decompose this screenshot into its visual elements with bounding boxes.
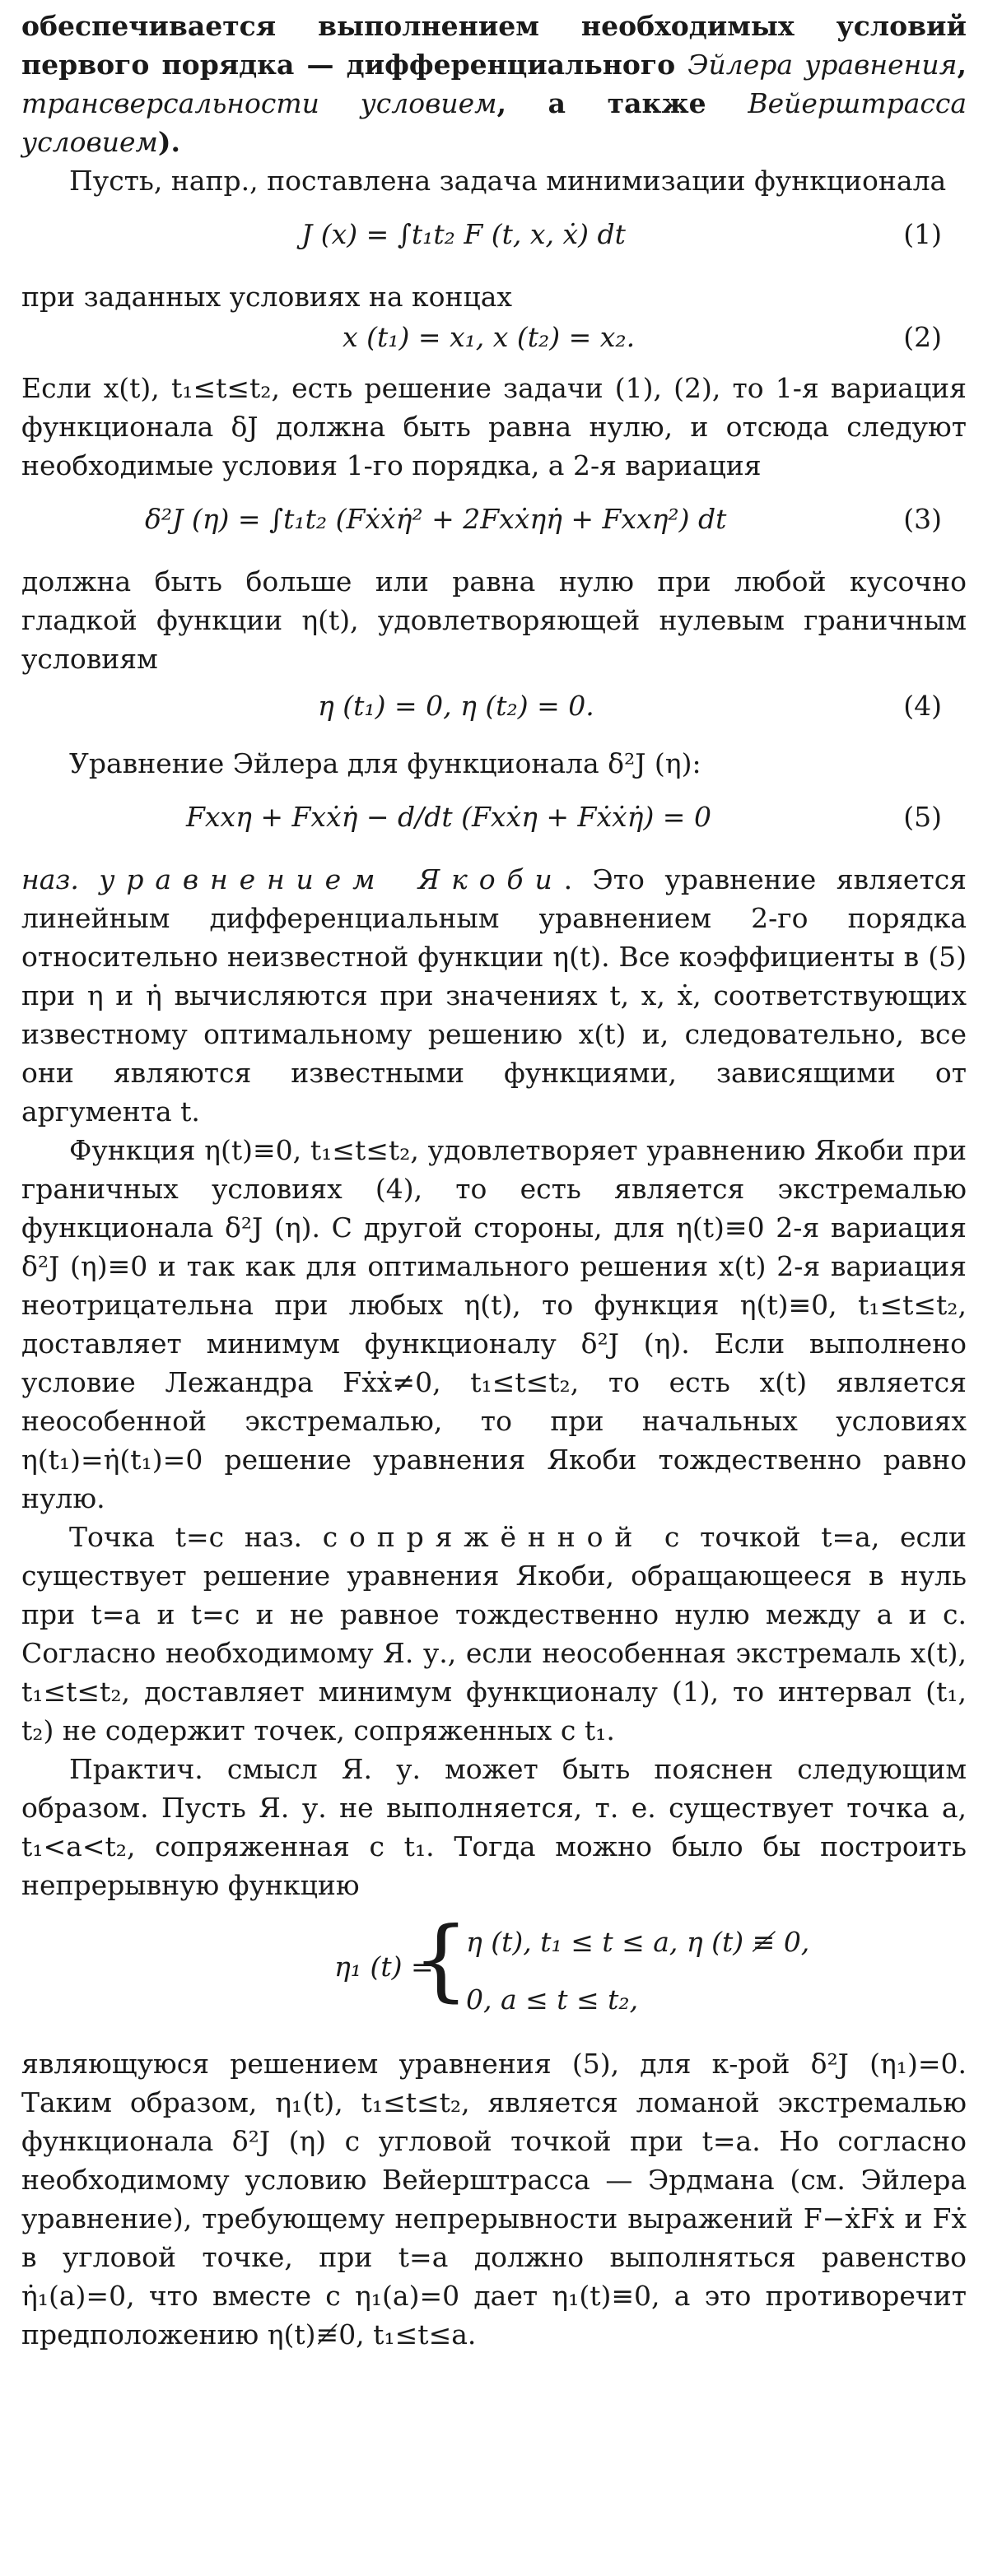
- zero-function-paragraph: Функция η(t)≡0, t₁≤t≤t₂, удовлетворяет уравнению Якоби при граничных условиях (4), то есть является экстремалью функционала δ²J (η). С другой стороны, для η(t)≡0 2-я вариация δ²J (η)≡0 и так как для оптимального решения x(t) 2-я вариация неотрицательна при любых η(t), то функция η(t)≡0, t₁≤t≤t₂, доставляет минимум функционалу δ²J (η). Если выполнено условие Лежандра Fẋẋ≠0, t₁≤t≤t₂, то есть x(t) является неособенной экстремалью, то при начальных условиях η(t₁)=η̇(t₁)=0 решение уравнения Якоби тождественно равно нулю.: [21, 1134, 967, 1514]
- equation-1-formula: J (x) = ∫t₁t₂ F (t, x, ẋ) dt: [301, 218, 626, 250]
- jacobi-run: .: [563, 863, 593, 895]
- piecewise-lhs: η₁ (t) =: [334, 1951, 434, 1983]
- jacobi-term: уравнением Якоби: [99, 863, 564, 895]
- second-variation-paragraph: должна быть больше или равна нулю при любой кусочно гладкой функции η(t), удовлетворяющей нулевым граничным условиям: [21, 565, 967, 675]
- equation-1-number: (1): [903, 218, 942, 250]
- transversality-link[interactable]: трансверсальности условием: [21, 87, 497, 119]
- equation-1: [21, 200, 967, 277]
- jacobi-equation-paragraph: [21, 860, 967, 1131]
- piecewise-function: [21, 1904, 967, 2044]
- equation-3-formula: δ²J (η) = ∫t₁t₂ (Fẋẋη̇² + 2Fxẋηη̇ + Fxxη²) dt: [145, 503, 727, 535]
- problem-statement-paragraph: Пусть, напр., поставлена задача минимизации функционала: [69, 165, 947, 197]
- intro-run: ,: [957, 49, 967, 81]
- intro-run: ).: [157, 126, 180, 158]
- conclusion-paragraph: являющуюся решением уравнения (5), для к-рой δ²J (η₁)=0. Таким образом, η₁(t), t₁≤t≤t₂, является ломаной экстремалью функционала δ²J (η) с угловой точкой при t=a. Но согласно необходимому условию Вейерштрасса — Эрдмана (см. Эйлера уравнение), требующему непрерывности выражений F−ẋFẋ и Fẋ в угловой точке, при t=a должно выполняться равенство η̇₁(a)=0, что вместе с η₁(a)=0 дает η₁(t)≡0, а это противоречит предположению η(t)≢0, t₁≤t≤a.: [21, 2048, 967, 2350]
- intro-paragraph: [21, 7, 967, 161]
- weierstrass-condition-link[interactable]: Вейерштрасса условием: [21, 87, 967, 158]
- equation-5-formula: Fxxη + Fxẋη̇ − d/dt (Fxẋη + Fẋẋη̇) = 0: [186, 801, 711, 833]
- equation-2-number: (2): [903, 321, 942, 353]
- intro-run: обеспечивается выполнением необходимых условий первого порядка — дифференциального: [21, 10, 967, 81]
- equation-4-formula: η (t₁) = 0, η (t₂) = 0.: [318, 690, 594, 722]
- conjugate-term: сопряжённой: [322, 1521, 645, 1553]
- piecewise-case-2: 0, a ≤ t ≤ t₂,: [466, 1983, 639, 2016]
- equation-2-formula: x (t₁) = x₁, x (t₂) = x₂.: [343, 321, 636, 353]
- piecewise-brace: {: [412, 1909, 469, 2011]
- jacobi-run: Это уравнение является линейным дифференциальным уравнением 2-го порядка относительно неизвестной функции η(t). Все коэффициенты в (5) при η и η̇ вычисляются при значениях t, x, ẋ, соответствующих известному оптимальному решению x(t) и, следовательно, все они являются известными функциями, зависящими от аргумента t.: [21, 863, 967, 1128]
- intro-run: , а также: [496, 87, 748, 119]
- equation-5: [21, 783, 967, 860]
- conjugate-point-paragraph: [21, 1518, 967, 1750]
- equation-4-number: (4): [903, 690, 942, 722]
- practical-meaning-paragraph: Практич. смысл Я. у. может быть пояснен следующим образом. Пусть Я. у. не выполняется, т. е. существует точка a, t₁<a<t₂, сопряженная с t₁. Тогда можно было бы построить непрерывную функцию: [21, 1753, 967, 1901]
- conjugate-run: с точкой t=a, если существует решение уравнения Якоби, обращающееся в нуль при t=a и t=c и не равное тождественно нулю между a и c. Согласно необходимому Я. у., если неособенная экстремаль x(t), t₁≤t≤t₂, доставляет минимум функционалу (1), то интервал (t₁, t₂) не содержит точек, сопряженных с t₁.: [21, 1521, 967, 1746]
- equation-3: [21, 485, 967, 562]
- jacobi-run: наз.: [21, 863, 100, 895]
- euler-equation-paragraph: Уравнение Эйлера для функционала δ²J (η):: [69, 747, 701, 779]
- variation-paragraph: Если x(t), t₁≤t≤t₂, есть решение задачи (1), (2), то 1-я вариация функционала δJ должна быть равна нулю, и отсюда следуют необходимые условия 1-го порядка, а 2-я вариация: [21, 372, 967, 481]
- equation-2: [21, 316, 967, 369]
- piecewise-case-1: η (t), t₁ ≤ t ≤ a, η (t) ≢ 0,: [466, 1926, 810, 1958]
- equation-3-number: (3): [903, 503, 942, 535]
- equation-4: [21, 678, 967, 744]
- euler-equation-link[interactable]: Эйлера уравнения: [687, 49, 958, 81]
- conjugate-run: Точка t=c наз.: [69, 1521, 323, 1553]
- boundary-intro-paragraph: при заданных условиях на концах: [21, 281, 512, 313]
- equation-5-number: (5): [903, 801, 942, 833]
